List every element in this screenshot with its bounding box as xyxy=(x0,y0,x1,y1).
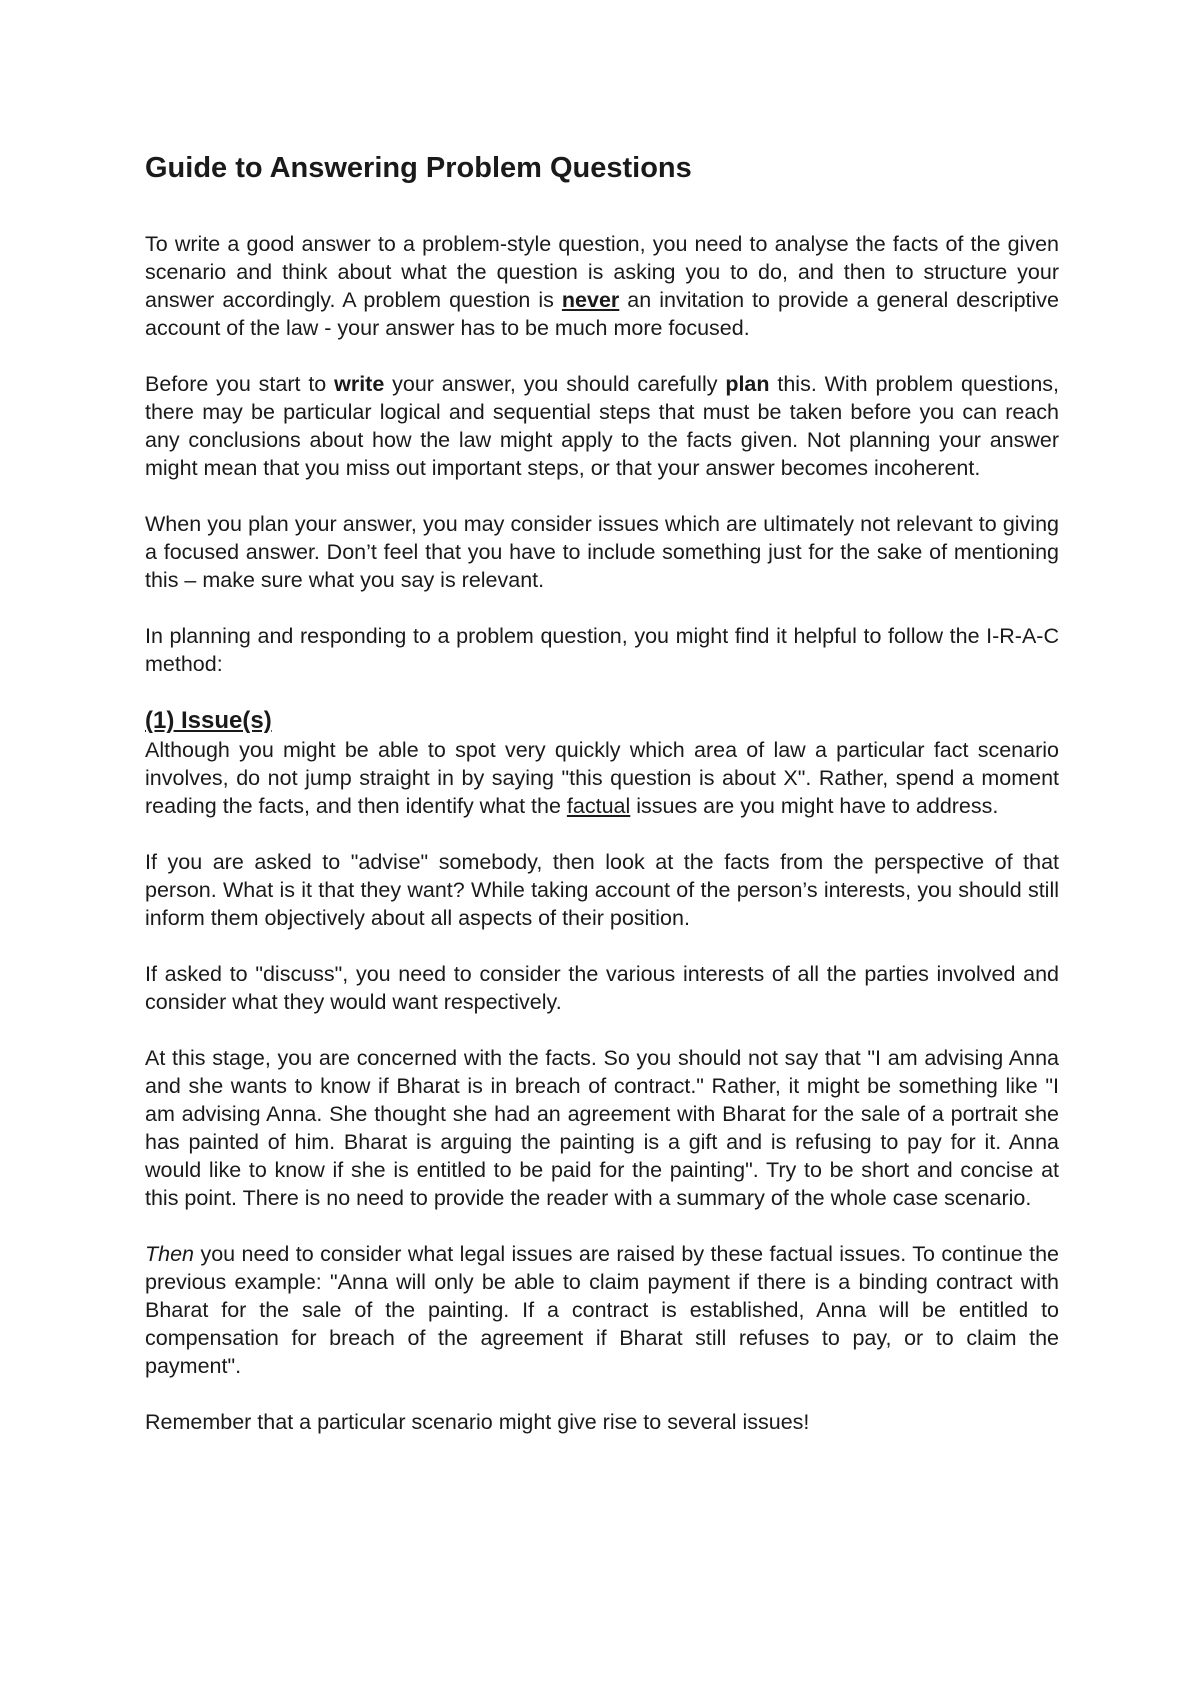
text-run: your answer, you should carefully xyxy=(384,372,726,396)
issues-paragraph-4: At this stage, you are concerned with the facts. So you should not say that "I am advising Anna and she wants to know if Bharat is in breach of contract." Rather, it might be something like "I am advising Anna. She thought she had an agreement with Bharat for the sale of a portrait she has painted of him. Bharat is arguing the painting is a gift and is refusing to pay for it. Anna would like to know if she is entitled to be paid for the painting". Try to be short and concise at this point. There is no need to provide the reader with a summary of the whole case scenario. xyxy=(145,1046,1059,1210)
text-run: an invitation to provide a general descriptive account of the law - your answer has to be much more focused. xyxy=(145,288,1059,340)
section-heading-issues: (1) Issue(s) xyxy=(145,707,272,734)
intro-paragraph-1 xyxy=(145,230,1059,342)
issues-paragraph-5 xyxy=(145,1240,1059,1380)
text-run: this. With problem questions, there may be particular logical and sequential steps that must be taken before you can reach any conclusions about how the law might apply to the facts given. Not planning your answer might mean that you miss out important steps, or that your answer becomes incoherent. xyxy=(145,372,1059,480)
emphasis-factual: factual xyxy=(566,794,631,818)
emphasis-never: never xyxy=(561,288,620,312)
emphasis-plan: plan xyxy=(725,372,770,396)
text-run: Before you start to xyxy=(145,372,335,396)
emphasis-then: Then xyxy=(145,1242,195,1266)
issues-paragraph-6: Remember that a particular scenario might give rise to several issues! xyxy=(145,1410,810,1434)
text-run: Although you might be able to spot very quickly which area of law a particular fact scenario involves, do not jump straight in by saying "this question is about X". Rather, spend a moment reading the facts, and then identify what the xyxy=(145,738,1059,818)
issues-paragraph-1 xyxy=(145,736,1059,820)
intro-paragraph-4: In planning and responding to a problem question, you might find it helpful to follow the I-R-A-C method: xyxy=(145,624,1059,676)
intro-paragraph-2 xyxy=(145,370,1059,482)
emphasis-write: write xyxy=(334,372,385,396)
issues-paragraph-2: If you are asked to "advise" somebody, then look at the facts from the perspective of that person. What is it that they want? While taking account of the person’s interests, you should still inform them objectively about all aspects of their position. xyxy=(145,850,1059,930)
document-page xyxy=(145,150,1059,1436)
intro-paragraph-3: When you plan your answer, you may consider issues which are ultimately not relevant to giving a focused answer. Don’t feel that you have to include something just for the sake of mentioning this – make sure what you say is relevant. xyxy=(145,512,1059,592)
issues-paragraph-3: If asked to "discuss", you need to consider the various interests of all the parties involved and consider what they would want respectively. xyxy=(145,962,1059,1014)
page-title: Guide to Answering Problem Questions xyxy=(145,152,692,184)
text-run: issues are you might have to address. xyxy=(630,794,999,818)
text-run: you need to consider what legal issues are raised by these factual issues. To continue the previous example: "Anna will only be able to claim payment if there is a binding contract with Bharat for the sale of the painting. If a contract is established, Anna will be entitled to compensation for breach of the agreement if Bharat still refuses to pay, or to claim the payment". xyxy=(145,1242,1059,1378)
text-run: To write a good answer to a problem-style question, you need to analyse the facts of the given scenario and think about what the question is asking you to do, and then to structure your answer accordingly. A problem question is xyxy=(145,232,1059,312)
